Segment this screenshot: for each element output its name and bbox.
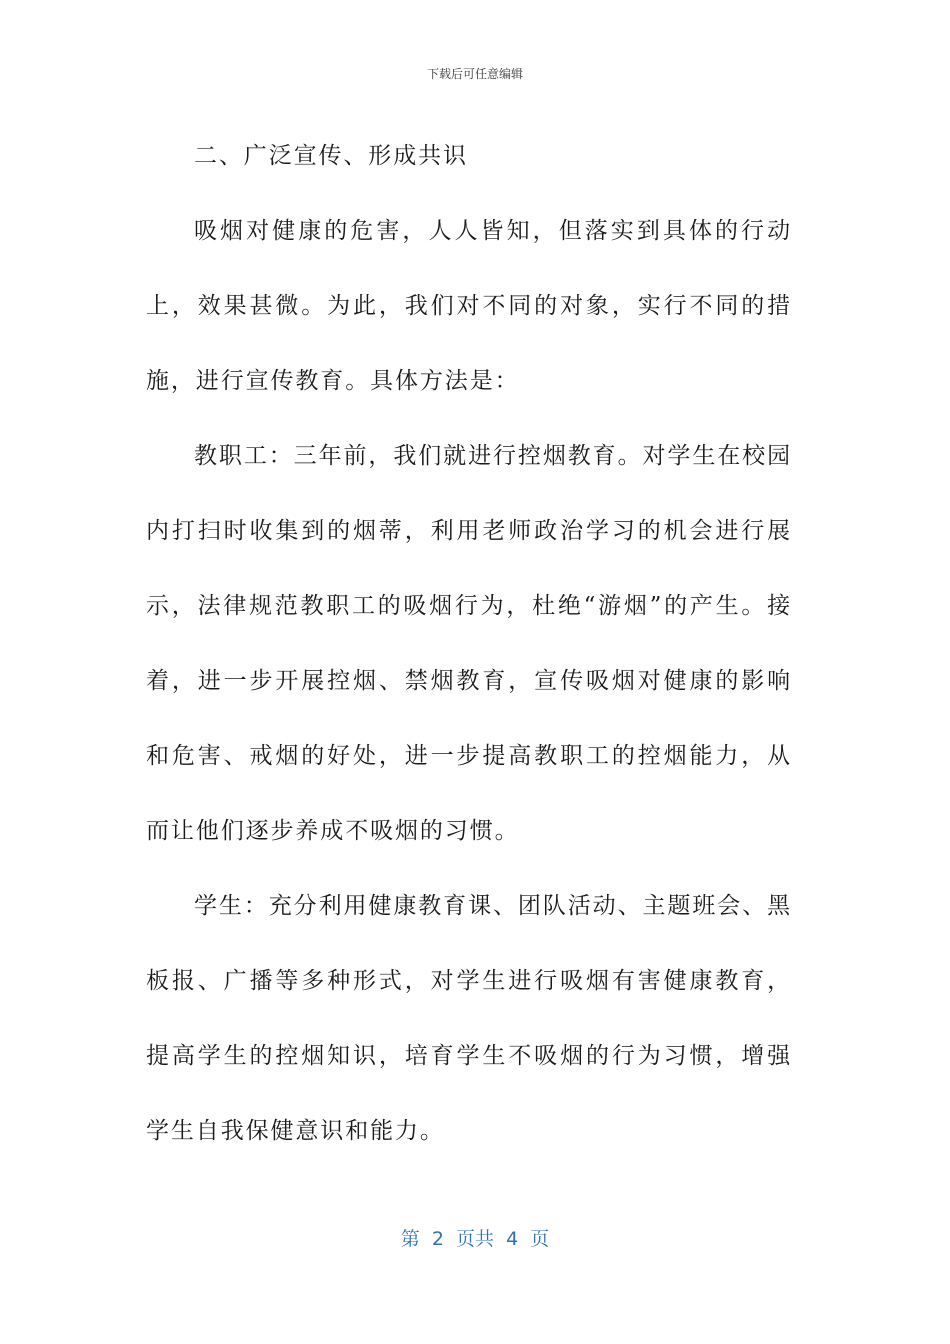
paragraph-students: 学生：充分利用健康教育课、团队活动、主题班会、黑板报、广播等多种形式，对学生进行吸烟有害健康教育，提高学生的控烟知识，培育学生不吸烟的行为习惯，增强学生自我保健意识和能力。	[146, 893, 792, 1144]
page-header-note: 下载后可任意编辑	[426, 67, 523, 81]
section-heading: 二、广泛宣传、形成共识	[194, 143, 468, 169]
page-number-footer: 第 2 页共 4 页	[400, 1228, 550, 1250]
document-body	[146, 119, 792, 1169]
paragraph-intro: 吸烟对健康的危害，人人皆知，但落实到具体的行动上，效果甚微。为此，我们对不同的对象，实行不同的措施，进行宣传教育。具体方法是：	[146, 218, 792, 394]
paragraph-staff: 教职工：三年前，我们就进行控烟教育。对学生在校园内打扫时收集到的烟蒂，利用老师政治学习的机会进行展示，法律规范教职工的吸烟行为，杜绝“游烟”的产生。接着，进一步开展控烟、禁烟教育，宣传吸烟对健康的影响和危害、戒烟的好处，进一步提高教职工的控烟能力，从而让他们逐步养成不吸烟的习惯。	[146, 443, 792, 844]
